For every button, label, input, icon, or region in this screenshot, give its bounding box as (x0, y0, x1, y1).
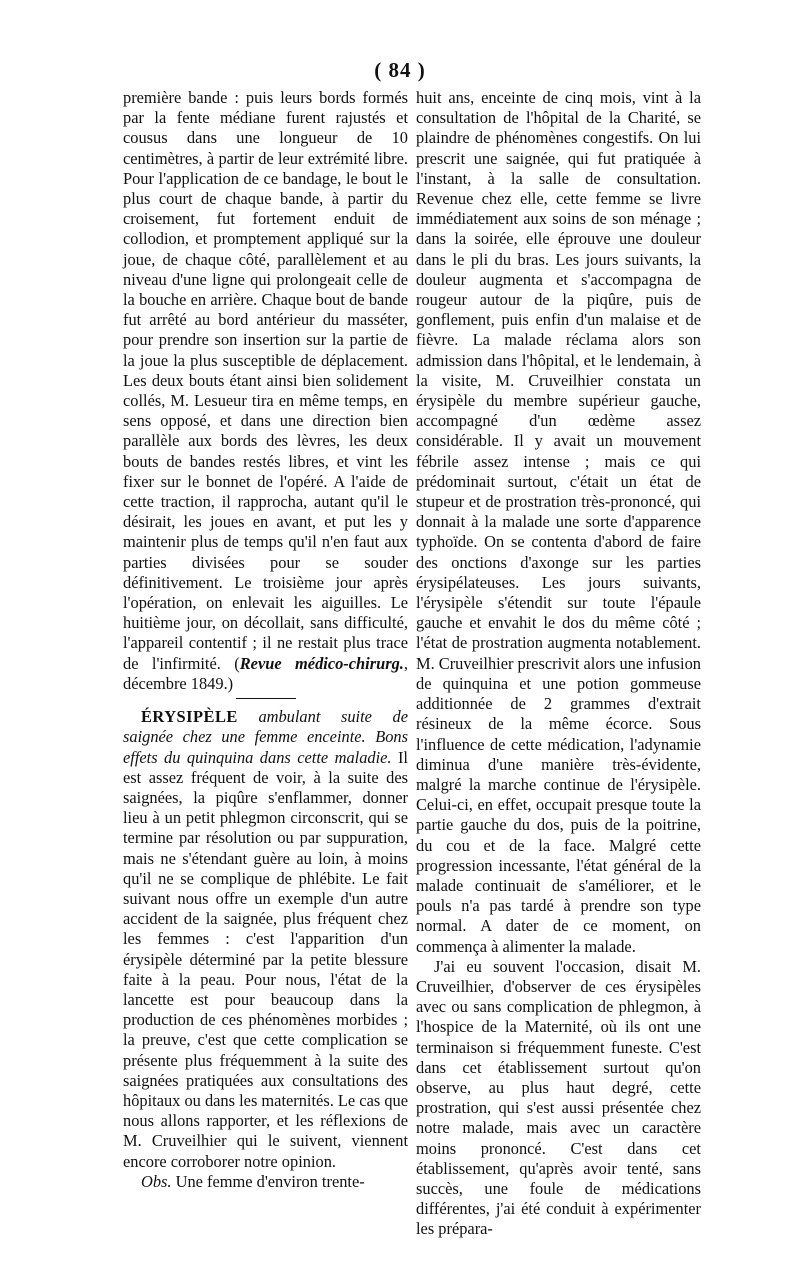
page-number: ( 84 ) (374, 58, 426, 82)
article-subtitle: ambulant suite de saignée chez une femme enceinte. Bons effets du quinquina dans cette maladie. (123, 707, 408, 767)
article-paragraph (123, 707, 408, 1172)
left-paragraph-3-text: Une femme d'environ trente- (171, 1171, 365, 1191)
left-paragraph-2-text: Il est assez fréquent de voir, à la suite des saignées, la piqûre s'enflammer, donner lieu à un petit phlegmon circonscrit, qui se termine par résolution ou par suppuration, mais ne s'étendant guère au loin, à moins qu'il ne se complique de phlébite. Le fait suivant nous offre un exemple d'un autre accident de la saignée, plus fréquent chez les femmes : c'est l'apparition d'un érysipèle déterminé par la petite blessure faite à la peau. Pour nous, l'état de la lancette est pour beaucoup dans la production de ces phénomènes morbides ; la preuve, c'est que cette complication se présente plus fréquemment à la suite des saignées pratiquées aux consultations des hôpitaux ou dans les maternités. Le cas que nous allons rapporter, et les réflexions de M. Cruveilhier qui le suivent, viennent encore corroborer notre opinion. (123, 747, 408, 1171)
obs-label: Obs. (141, 1171, 172, 1191)
right-paragraph-1: huit ans, enceinte de cinq mois, vint à la consultation de l'hôpital de la Charité, se plaindre de phénomènes congestifs. On lui prescrit une saignée, qui fut pratiquée à l'instant, à la salle de consultation. Revenue chez elle, cette femme se livre immédiatement aux soins de son ménage ; dans la soirée, elle éprouve une douleur dans le pli du bras. Les jours suivants, la douleur augmenta et s'accompagna de rougeur autour de la piqûre, puis de gonflement, puis enfin d'un malaise et de fièvre. La malade réclama alors son admission dans l'hôpital, et le lendemain, à la visite, M. Cruveilhier constata un érysipèle du membre supérieur gauche, accompagné d'un œdème assez considérable. Il y avait un mouvement fébrile assez intense ; mais ce qui prédominait surtout, c'était un état de stupeur et de prostration très-prononcé, qui donnait à la malade une sorte d'apparence typhoïde. On se contenta d'abord de faire des onctions d'axonge sur les parties érysipélateuses. Les jours suivants, l'érysipèle s'étendit sur toute l'épaule gauche et envahit le dos du même côté ; l'état de prostration augmenta notablement. M. Cruveilhier prescrivit alors une infusion de quinquina et une potion gommeuse additionnée de 2 grammes d'extrait résineux de la même écorce. Sous l'influence de cette médication, l'adynamie diminua d'une manière très-évidente, malgré la marche continue de l'érysipèle. Celui-ci, en effet, occupait presque toute la partie gauche du dos, puis de la poitrine, du cou et de la face. Malgré cette progression incessante, l'état général de la malade continuait de s'améliorer, et le pouls n'a pas tardé à prendre son type normal. A dater de ce moment, on commença à alimenter la malade. (416, 88, 701, 956)
left-column (123, 88, 408, 1192)
article-title: ÉRYSIPÈLE (141, 707, 238, 727)
observation-paragraph (123, 1172, 408, 1192)
left-paragraph-1 (123, 88, 408, 694)
left-paragraph-1-text: première bande : puis leurs bords formés par la fente médiane furent rajustés et cousus dans une longueur de 10 centimètres, à partir de leur extrémité libre. Pour l'application de ce bandage, le bout le plus court de chaque bande, à partir du croisement, fut fortement enduit de collodion, et promptement appliqué sur la joue, de chaque côté, parallèlement et au niveau d'une ligne qui prolongeait celle de la bouche en arrière. Chaque bout de bande fut arrêté au bord antérieur du masséter, pour prendre son insertion sur la partie de la joue la plus susceptible de déplacement. Les deux bouts étant ainsi bien solidement collés, M. Lesueur tira en même temps, en sens opposé, et dans une direction bien parallèle aux bords des lèvres, les deux bouts de bandes restés libres, et vint les fixer sur le bonnet de l'opéré. A l'aide de cette traction, il rapprocha, autant qu'il le désirait, les joues en avant, et put les y maintenir plus de temps qu'il n'en faut aux parties divisées pour se souder définitivement. Le troisième jour après l'opération, on enlevait les aiguilles. Le huitième jour, on décollait, sans difficulté, l'appareil contentif ; il ne restait plus trace de l'infirmité. ( (123, 88, 408, 673)
source-journal: Revue médico-chirurg. (239, 653, 404, 673)
right-paragraph-2: J'ai eu souvent l'occasion, disait M. Cruveilhier, d'observer de ces érysipèles avec ou sans complication de phlegmon, à l'hospice de la Maternité, où ils ont une terminaison si fréquemment funeste. C'est dans cet établissement surtout qu'on observe, au plus haut degré, cette prostration, qui s'est aussi présentée chez notre malade, mais avec un caractère moins prononcé. C'est dans cet établissement, qu'après avoir tenté, sans succès, une foule de médications différentes, j'ai été conduit à expérimenter les prépara- (416, 956, 701, 1239)
right-column (416, 88, 701, 1240)
section-divider (236, 698, 296, 699)
source-date: , décembre 1849.) (123, 653, 408, 693)
